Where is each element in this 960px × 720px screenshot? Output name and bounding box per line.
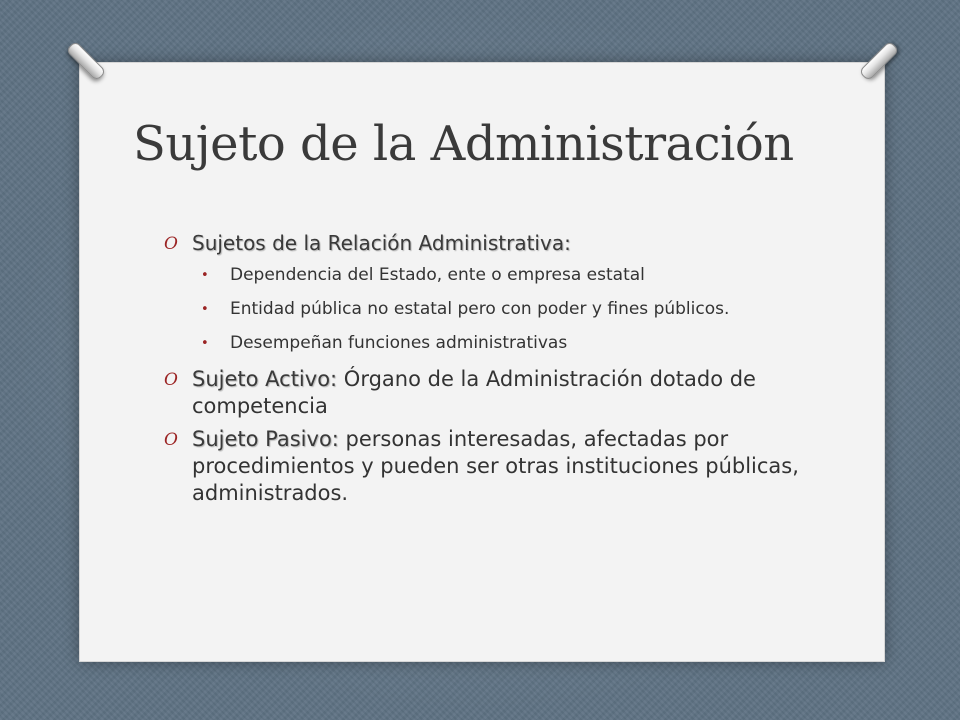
bullet-o-icon: O [164, 430, 178, 450]
slide-content [164, 230, 824, 513]
sub-item-text: Entidad pública no estatal pero con poder y fines públicos. [230, 299, 730, 319]
sub-item-text: Dependencia del Estado, ente o empresa estatal [230, 265, 645, 285]
sub-item-text: Desempeñan funciones administrativas [230, 333, 568, 353]
bullet-dot-icon: • [201, 336, 209, 351]
bullet-o-icon: O [164, 234, 178, 254]
term-sujeto-pasivo: Sujeto Pasivo: [192, 427, 339, 451]
list-item-sujeto-pasivo [164, 426, 824, 507]
list-item-sujeto-activo [164, 366, 824, 420]
bullet-o-icon: O [164, 370, 178, 390]
sub-list [164, 264, 824, 355]
slide-title: Sujeto de la Administración [133, 116, 794, 172]
sujeto-pasivo-text: personas interesadas, afectadas por procedimientos y pueden ser otras instituciones públicas, administrados. [192, 427, 799, 505]
sub-item-entidad [164, 298, 824, 321]
list-item-sujetos-relacion [164, 230, 824, 256]
bullet-dot-icon: • [201, 302, 209, 317]
term-sujeto-activo: Sujeto Activo: [192, 367, 338, 391]
term-sujetos-relacion: Sujetos de la Relación Administrativa: [192, 231, 571, 255]
sujeto-activo-text: Órgano de la Administración dotado de competencia [192, 367, 756, 418]
sub-item-funciones [164, 332, 824, 355]
sub-item-dependencia [164, 264, 824, 287]
bullet-dot-icon: • [201, 268, 209, 283]
